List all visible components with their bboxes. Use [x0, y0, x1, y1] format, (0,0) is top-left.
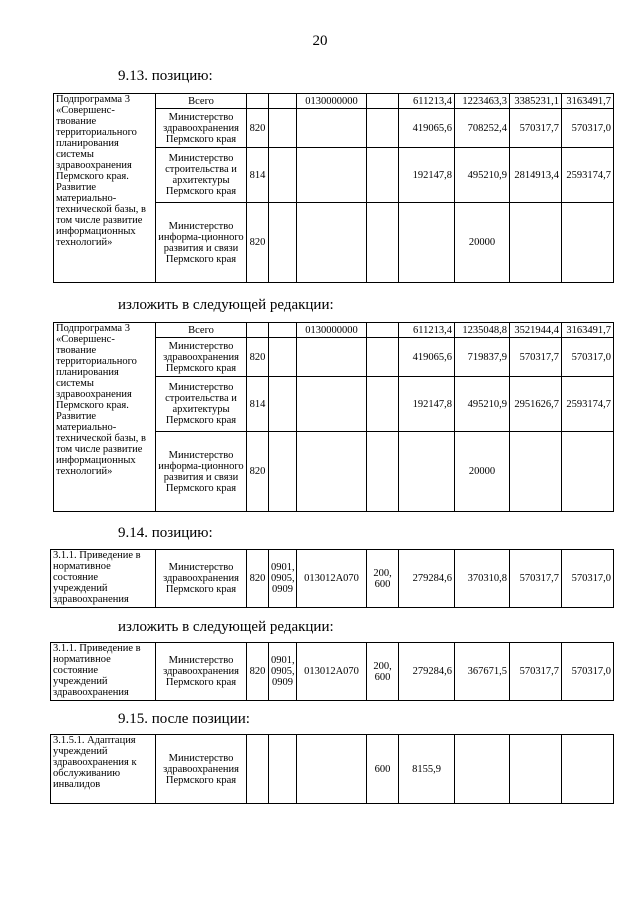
csr-cell: 0130000000: [297, 323, 367, 338]
ministry-cell: Министерство здравоохранения Пермского края: [156, 643, 247, 701]
vr-cell: [367, 338, 399, 377]
vr-cell: 200, 600: [367, 550, 399, 608]
value-cell: 611213,4: [399, 323, 455, 338]
rz-cell: [269, 203, 297, 283]
value-cell: 570317,0: [562, 643, 614, 701]
rz-cell: [269, 377, 297, 432]
value-cell: 570317,0: [562, 109, 614, 148]
rz-cell: [269, 735, 297, 804]
ministry-cell: Министерство здравоохранения Пермского края: [156, 109, 247, 148]
value-cell: 708252,4: [455, 109, 510, 148]
grbs-cell: 820: [247, 550, 269, 608]
grbs-cell: 820: [247, 109, 269, 148]
value-cell: 192147,8: [399, 148, 455, 203]
value-cell: 370310,8: [455, 550, 510, 608]
csr-cell: [297, 109, 367, 148]
rz-cell: [269, 109, 297, 148]
item-name-cell: 3.1.1. Приведение в нормативное состояние учреждений здравоохранения: [51, 550, 156, 608]
csr-cell: [297, 203, 367, 283]
vr-cell: [367, 94, 399, 109]
csr-cell: [297, 377, 367, 432]
grbs-cell: 820: [247, 432, 269, 512]
value-cell: [562, 203, 614, 283]
value-cell: 419065,6: [399, 338, 455, 377]
value-cell: 570317,0: [562, 338, 614, 377]
value-cell: 495210,9: [455, 148, 510, 203]
vr-cell: [367, 109, 399, 148]
rz-cell: 0901, 0905, 0909: [269, 643, 297, 701]
value-cell: 495210,9: [455, 377, 510, 432]
value-cell: 419065,6: [399, 109, 455, 148]
program-name-cell: Подпрограмма 3 «Совершенс-твование территориального планирования системы здравоохранения Пермского края. Развитие материально-технической базы, в том числе развитие информационных технологий»: [54, 323, 156, 512]
table-9-14-original: [50, 549, 614, 608]
value-cell: [399, 432, 455, 512]
ministry-cell: Министерство строительства и архитектуры Пермского края: [156, 377, 247, 432]
rz-cell: [269, 148, 297, 203]
table-row: [54, 323, 614, 338]
value-cell: 570317,7: [510, 109, 562, 148]
table-9-14-new: [50, 642, 614, 701]
value-cell: 611213,4: [399, 94, 455, 109]
rz-cell: [269, 94, 297, 109]
value-cell: 279284,6: [399, 550, 455, 608]
item-name-cell: 3.1.5.1. Адаптация учреждений здравоохранения к обслуживанию инвалидов: [51, 735, 156, 804]
ministry-cell: Министерство здравоохранения Пермского края: [156, 550, 247, 608]
vr-cell: [367, 203, 399, 283]
value-cell: 20000: [455, 203, 510, 283]
csr-cell: 013012А070: [297, 643, 367, 701]
table-row: [54, 94, 614, 109]
vr-cell: [367, 377, 399, 432]
section-9-13-heading: 9.13. позицию:: [118, 68, 213, 84]
ministry-cell: Министерство информа-ционного развития и связи Пермского края: [156, 203, 247, 283]
value-cell: 570317,0: [562, 550, 614, 608]
page-number: 20: [312, 33, 328, 49]
table-9-13-original: [53, 93, 614, 283]
edit-heading-1: изложить в следующей редакции:: [118, 297, 334, 313]
csr-cell: [297, 148, 367, 203]
csr-cell: 013012А070: [297, 550, 367, 608]
grbs-cell: [247, 323, 269, 338]
vr-cell: [367, 148, 399, 203]
vr-cell: [367, 432, 399, 512]
value-cell: 2593174,7: [562, 377, 614, 432]
value-cell: [562, 735, 614, 804]
item-name-cell: 3.1.1. Приведение в нормативное состояние учреждений здравоохранения: [51, 643, 156, 701]
edit-heading-2: изложить в следующей редакции:: [118, 619, 334, 635]
ministry-cell: Министерство здравоохранения Пермского края: [156, 735, 247, 804]
value-cell: 367671,5: [455, 643, 510, 701]
table-row: [51, 643, 614, 701]
value-cell: [510, 432, 562, 512]
value-cell: [510, 203, 562, 283]
table-9-15: [50, 734, 614, 804]
value-cell: 2814913,4: [510, 148, 562, 203]
vr-cell: 600: [367, 735, 399, 804]
value-cell: 279284,6: [399, 643, 455, 701]
value-cell: [455, 735, 510, 804]
csr-cell: 0130000000: [297, 94, 367, 109]
program-name-cell: Подпрограмма 3 «Совершенс-твование территориального планирования системы здравоохранения Пермского края. Развитие материально-технической базы, в том числе развитие информационных технологий»: [54, 94, 156, 283]
vr-cell: 200, 600: [367, 643, 399, 701]
ministry-cell: Всего: [156, 94, 247, 109]
ministry-cell: Министерство строительства и архитектуры Пермского края: [156, 148, 247, 203]
rz-cell: [269, 338, 297, 377]
ministry-cell: Министерство здравоохранения Пермского края: [156, 338, 247, 377]
value-cell: 570317,7: [510, 338, 562, 377]
csr-cell: [297, 735, 367, 804]
value-cell: 20000: [455, 432, 510, 512]
table-row: [51, 550, 614, 608]
value-cell: 1223463,3: [455, 94, 510, 109]
value-cell: 192147,8: [399, 377, 455, 432]
section-9-14-heading: 9.14. позицию:: [118, 525, 213, 541]
value-cell: 1235048,8: [455, 323, 510, 338]
grbs-cell: 814: [247, 148, 269, 203]
grbs-cell: [247, 735, 269, 804]
grbs-cell: 820: [247, 203, 269, 283]
value-cell: 3163491,7: [562, 323, 614, 338]
table-9-13-new: [53, 322, 614, 512]
value-cell: 8155,9: [399, 735, 455, 804]
value-cell: [399, 203, 455, 283]
grbs-cell: 814: [247, 377, 269, 432]
grbs-cell: 820: [247, 338, 269, 377]
grbs-cell: 820: [247, 643, 269, 701]
rz-cell: 0901, 0905, 0909: [269, 550, 297, 608]
value-cell: 3521944,4: [510, 323, 562, 338]
table-row: [51, 735, 614, 804]
csr-cell: [297, 338, 367, 377]
value-cell: 719837,9: [455, 338, 510, 377]
value-cell: [510, 735, 562, 804]
value-cell: 570317,7: [510, 550, 562, 608]
rz-cell: [269, 432, 297, 512]
value-cell: [562, 432, 614, 512]
value-cell: 2593174,7: [562, 148, 614, 203]
value-cell: 2951626,7: [510, 377, 562, 432]
ministry-cell: Всего: [156, 323, 247, 338]
ministry-cell: Министерство информа-ционного развития и связи Пермского края: [156, 432, 247, 512]
value-cell: 570317,7: [510, 643, 562, 701]
rz-cell: [269, 323, 297, 338]
grbs-cell: [247, 94, 269, 109]
vr-cell: [367, 323, 399, 338]
value-cell: 3163491,7: [562, 94, 614, 109]
section-9-15-heading: 9.15. после позиции:: [118, 711, 250, 727]
csr-cell: [297, 432, 367, 512]
value-cell: 3385231,1: [510, 94, 562, 109]
